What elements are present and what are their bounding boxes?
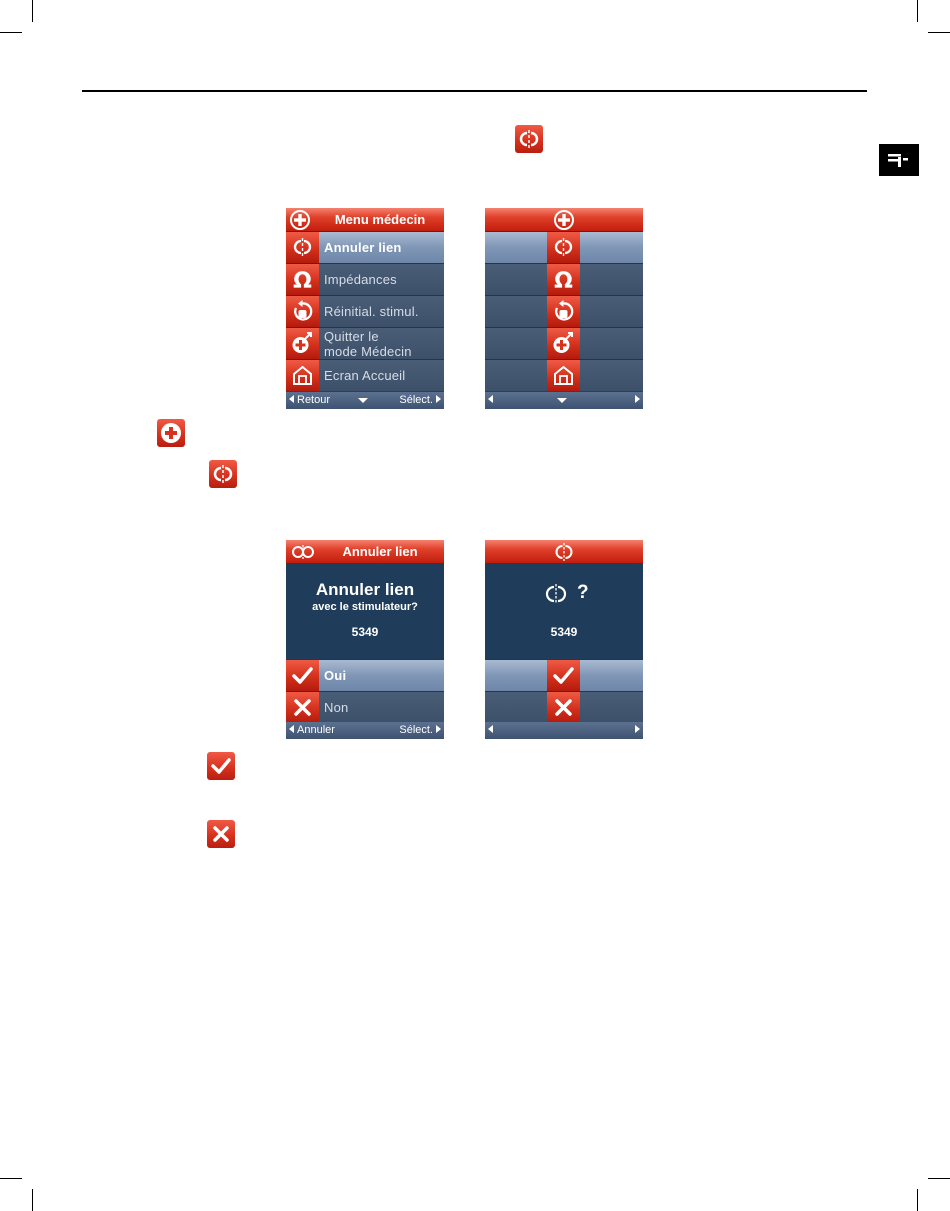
menu-item-impedances[interactable] [286,263,444,295]
x-icon [547,692,580,723]
option-no[interactable] [485,691,643,723]
omega-icon [286,264,319,295]
option-oui[interactable] [286,659,444,691]
check-icon [207,752,235,780]
screen-title: Menu médecin [334,212,426,227]
device-screen-unlink-icons [485,540,643,739]
menu-item-impedance[interactable] [485,263,643,295]
unlink-icon [553,541,575,563]
screen-header [485,540,643,563]
question-mark: ? [577,582,589,603]
menu-item-home[interactable] [485,359,643,391]
menu-item-annuler-lien[interactable] [286,231,444,263]
crop-mark [917,0,918,22]
clinician-plus-icon [553,209,575,231]
chevron-down-icon [557,394,567,406]
home-icon [286,360,319,391]
back-softkey[interactable] [488,394,496,406]
screen-footer [286,722,444,739]
cancel-softkey[interactable] [488,724,496,736]
option-label: Oui [324,668,347,683]
dialog-subtitle: avec le stimulateur? [312,601,418,613]
screen-header [286,208,444,231]
svg-text:Ω: Ω [293,269,312,292]
option-yes[interactable] [485,659,643,691]
confirm-dialog [286,563,444,659]
confirm-dialog [485,563,643,659]
menu-item-label: Ecran Accueil [324,368,406,383]
x-icon [207,820,235,848]
screen-header [485,208,643,231]
crop-mark [928,32,950,33]
device-screen-unlink-text [286,540,444,739]
stimulator-serial: 5349 [351,625,379,639]
crop-mark [928,1178,950,1179]
dialog-question [485,581,643,607]
check-icon [547,660,580,691]
menu-item-reinitial-stimul[interactable] [286,295,444,327]
exit-clinician-icon [547,328,580,359]
screen-footer [485,722,643,739]
menu-item-ecran-accueil[interactable] [286,359,444,391]
crop-mark [0,32,22,33]
crop-mark [32,1189,33,1211]
menu-item-quitter-mode-medecin[interactable] [286,327,444,359]
back-softkey[interactable]: Retour [289,394,330,406]
option-non[interactable] [286,691,444,723]
exit-clinician-icon [286,328,319,359]
unlink-icon [286,232,319,263]
crop-mark [32,0,33,22]
language-icon [888,153,910,167]
crop-mark [0,1178,22,1179]
menu-item-reset[interactable] [485,295,643,327]
chevron-down-icon [358,394,368,406]
section-tab [879,144,919,176]
device-screen-menu-text [286,208,444,409]
menu-item-label: Réinitial. stimul. [324,304,419,319]
cancel-softkey[interactable]: Annuler [289,724,335,736]
menu-item-label: Impédances [324,272,397,287]
unlink-icon [515,125,543,153]
menu-item-exit[interactable] [485,327,643,359]
header-rule [82,90,867,92]
svg-text:Ω: Ω [554,269,573,292]
option-label: Non [324,700,349,715]
screen-footer [286,392,444,409]
dialog-title: Annuler lien [315,580,415,599]
clinician-plus-icon [289,209,311,231]
unlink-icon [209,460,237,488]
reset-stim-icon [286,296,319,327]
check-icon [286,660,319,691]
menu-item-label: Annuler lien [324,240,402,255]
device-screen-menu-icons [485,208,643,409]
screen-header [286,540,444,563]
select-softkey[interactable]: Sélect. [399,724,441,736]
unlink-icon [543,581,569,607]
reset-stim-icon [547,296,580,327]
unlink-icon [287,541,317,563]
clinician-plus-icon [157,419,185,447]
select-softkey[interactable] [632,724,640,736]
stimulator-serial: 5349 [550,625,578,639]
screen-title: Annuler lien [342,544,418,559]
omega-icon [547,264,580,295]
screen-footer [485,392,643,409]
home-icon [547,360,580,391]
crop-mark [917,1189,918,1211]
select-softkey[interactable] [632,394,640,406]
menu-item-unlink[interactable] [485,231,643,263]
unlink-icon [547,232,580,263]
select-softkey[interactable]: Sélect. [399,394,441,406]
x-icon [286,692,319,723]
menu-item-label: Quitter le mode Médecin [324,329,412,359]
